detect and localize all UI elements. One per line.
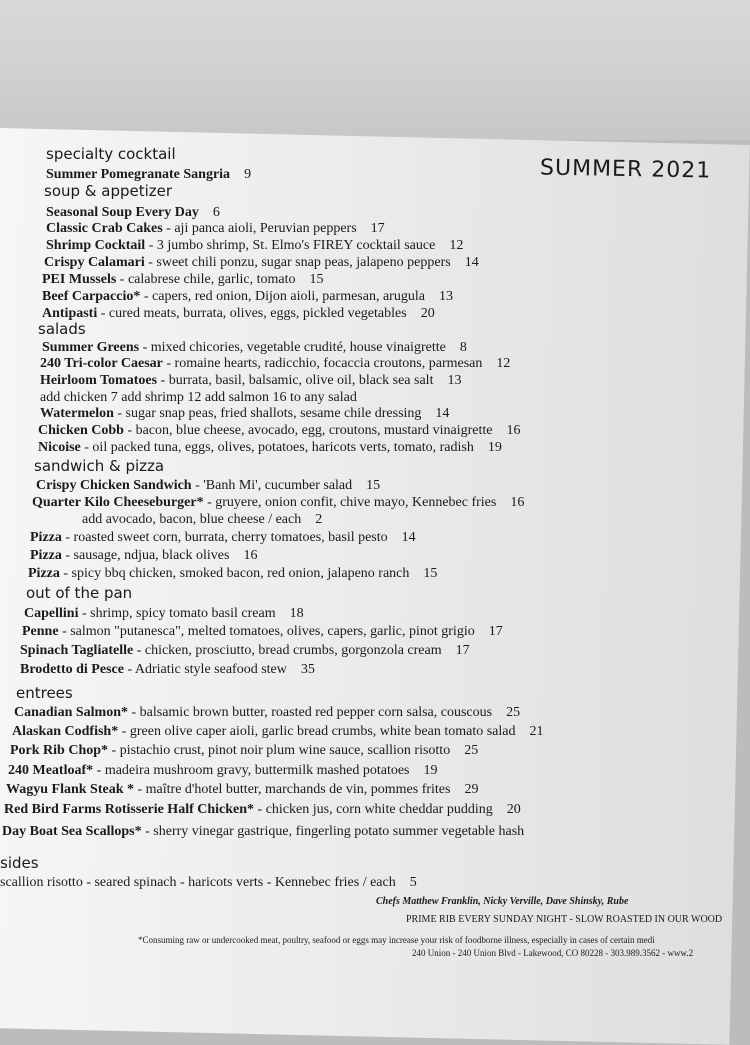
- item-price: 17: [370, 221, 385, 236]
- item-description: - maître d'hotel butter, marchands de vin, pommes frites: [133, 782, 451, 797]
- item-description: - chicken, prosciutto, bread crumbs, gorgonzola cream: [133, 643, 442, 658]
- item-name: 240 Meatloaf*: [8, 763, 94, 778]
- item-name: Summer Pomegranate Sangria: [46, 167, 231, 182]
- section-heading: sides: [0, 854, 39, 872]
- item-price: 5: [409, 875, 417, 890]
- menu-item: [36, 478, 380, 494]
- item-price: 25: [464, 743, 479, 758]
- item-description: - calabrese chile, garlic, tomato: [116, 272, 296, 287]
- item-description: - green olive caper aioli, garlic bread crumbs, white bean tomato salad: [118, 724, 516, 739]
- item-price: 9: [244, 167, 252, 182]
- item-name: Pork Rib Chop*: [10, 743, 109, 758]
- menu-item: [46, 167, 251, 183]
- menu-item: [42, 306, 435, 322]
- item-description: - bacon, blue cheese, avocado, egg, croutons, mustard vinaigrette: [123, 423, 493, 438]
- item-price: 20: [420, 306, 435, 321]
- menu-item: [44, 255, 479, 271]
- item-description: - romaine hearts, radicchio, focaccia croutons, parmesan: [162, 356, 483, 371]
- menu-item: [38, 423, 521, 439]
- menu-item: [40, 356, 510, 372]
- item-name: Classic Crab Cakes: [46, 221, 163, 236]
- item-price: 6: [212, 205, 220, 220]
- menu-item: [46, 238, 463, 254]
- item-name: Heirloom Tomatoes: [40, 373, 158, 388]
- menu-item: [20, 643, 470, 659]
- item-price: 16: [510, 495, 525, 510]
- item-description: - capers, red onion, Dijon aioli, parmesan, arugula: [140, 289, 425, 304]
- menu-item: [10, 743, 478, 759]
- menu-item: [14, 705, 520, 721]
- item-price: 21: [529, 724, 544, 739]
- menu-item: [82, 512, 322, 528]
- item-name: Shrimp Cocktail: [46, 238, 146, 253]
- item-description: - madeira mushroom gravy, buttermilk mashed potatoes: [93, 763, 410, 778]
- item-price: 35: [300, 662, 315, 677]
- item-name: Quarter Kilo Cheeseburger*: [32, 495, 204, 510]
- item-name: Pizza: [30, 548, 62, 563]
- item-price: 12: [449, 238, 464, 253]
- item-price: 15: [366, 478, 381, 493]
- item-price: 14: [464, 255, 479, 270]
- item-name: Antipasti: [42, 306, 98, 321]
- menu-item: [32, 495, 524, 511]
- item-name: PEI Mussels: [42, 272, 117, 287]
- item-description: scallion risotto - seared spinach - haricots verts - Kennebec fries / each: [0, 875, 396, 890]
- item-description: - roasted sweet corn, burrata, cherry tomatoes, basil pesto: [61, 530, 388, 545]
- item-name: Wagyu Flank Steak *: [6, 782, 134, 797]
- item-price: 20: [506, 802, 521, 817]
- item-name: Summer Greens: [42, 340, 140, 355]
- menu-item: [8, 763, 438, 779]
- section-heading: out of the pan: [26, 584, 133, 602]
- menu-item: [38, 440, 502, 456]
- item-price: 2: [315, 512, 323, 527]
- menu-item: [4, 802, 521, 818]
- item-name: Canadian Salmon*: [14, 705, 128, 720]
- item-description: - spicy bbq chicken, smoked bacon, red onion, jalapeno ranch: [59, 566, 410, 581]
- section-heading: entrees: [16, 684, 73, 702]
- item-description: - cured meats, burrata, olives, eggs, pickled vegetables: [97, 306, 407, 321]
- section-heading: soup & appetizer: [44, 182, 173, 200]
- item-price: 16: [243, 548, 258, 563]
- item-description: - sugar snap peas, fried shallots, sesame chile dressing: [113, 406, 422, 421]
- section-heading: specialty cocktail: [46, 145, 176, 163]
- item-description: - Adriatic style seafood stew: [123, 662, 287, 677]
- item-description: - gruyere, onion confit, chive mayo, Kennebec fries: [203, 495, 497, 510]
- item-description: - chicken jus, corn white cheddar pudding: [254, 802, 493, 817]
- item-name: Pizza: [30, 530, 62, 545]
- address-line: 240 Union - 240 Union Blvd - Lakewood, CO 80228 - 303.989.3562 - www.2: [412, 948, 694, 958]
- disclaimer-line: *Consuming raw or undercooked meat, poultry, seafood or eggs may increase your risk of foodborne illness, especially in cases of certain medi: [138, 935, 655, 945]
- item-name: Penne: [22, 624, 59, 639]
- item-name: Seasonal Soup Every Day: [46, 205, 199, 220]
- item-price: 17: [455, 643, 470, 658]
- item-name: Alaskan Codfish*: [12, 724, 119, 739]
- item-description: - aji panca aioli, Peruvian peppers: [162, 221, 357, 236]
- item-description: - sherry vinegar gastrique, fingerling potato summer vegetable hash: [141, 824, 525, 839]
- item-price: 25: [506, 705, 521, 720]
- item-price: 18: [289, 606, 304, 621]
- menu-item: [30, 530, 416, 546]
- menu-item: [6, 782, 478, 798]
- item-price: 14: [435, 406, 450, 421]
- item-description: - sweet chili ponzu, sugar snap peas, jalapeno peppers: [144, 255, 451, 270]
- item-price: 19: [487, 440, 502, 455]
- section-heading: sandwich & pizza: [34, 457, 165, 475]
- menu-item: [42, 289, 453, 305]
- item-price: 17: [488, 624, 503, 639]
- item-name: Crispy Calamari: [44, 255, 145, 270]
- item-name: Crispy Chicken Sandwich: [36, 478, 192, 493]
- menu-item: [46, 205, 220, 221]
- item-description: - 3 jumbo shrimp, St. Elmo's FIREY cocktail sauce: [145, 238, 436, 253]
- item-description: - balsamic brown butter, roasted red pepper corn salsa, couscous: [127, 705, 493, 720]
- item-price: 16: [506, 423, 521, 438]
- item-price: 29: [464, 782, 479, 797]
- item-name: Day Boat Sea Scallops*: [2, 824, 142, 839]
- menu-item: [0, 875, 417, 891]
- menu-item: [40, 390, 357, 406]
- menu-item: [30, 548, 257, 564]
- menu-item: [22, 624, 503, 640]
- item-description: - oil packed tuna, eggs, olives, potatoes, haricots verts, tomato, radish: [80, 440, 474, 455]
- item-description: - 'Banh Mi', cucumber salad: [191, 478, 353, 493]
- item-name: Pizza: [28, 566, 60, 581]
- menu-item: [42, 340, 467, 356]
- background-wall: [0, 0, 750, 140]
- season-title: SUMMER 2021: [539, 155, 712, 184]
- item-description: - pistachio crust, pinot noir plum wine sauce, scallion risotto: [108, 743, 451, 758]
- item-name: Watermelon: [40, 406, 114, 421]
- item-price: 14: [401, 530, 416, 545]
- item-price: 12: [496, 356, 511, 371]
- menu-item: [12, 724, 544, 740]
- chefs-line: Chefs Matthew Franklin, Nicky Verville, Dave Shinsky, Rube: [376, 896, 629, 907]
- item-name: Capellini: [24, 606, 79, 621]
- item-description: - sausage, ndjua, black olives: [61, 548, 230, 563]
- item-name: Nicoise: [38, 440, 81, 455]
- menu-item: [40, 406, 449, 422]
- item-description: add avocado, bacon, blue cheese / each: [82, 512, 302, 527]
- item-name: Beef Carpaccio*: [42, 289, 141, 304]
- menu-item: [40, 373, 461, 389]
- section-heading: salads: [38, 320, 86, 338]
- menu-item: [2, 824, 524, 840]
- item-name: 240 Tri-color Caesar: [40, 356, 163, 371]
- menu-item: [42, 272, 324, 288]
- item-name: Spinach Tagliatelle: [20, 643, 134, 658]
- item-description: - shrimp, spicy tomato basil cream: [78, 606, 276, 621]
- item-description: - mixed chicories, vegetable crudité, house vinaigrette: [139, 340, 446, 355]
- item-name: Red Bird Farms Rotisserie Half Chicken*: [4, 802, 255, 817]
- item-price: 8: [459, 340, 467, 355]
- menu-item: [28, 566, 437, 582]
- item-price: 13: [438, 289, 453, 304]
- prime-rib-line: PRIME RIB EVERY SUNDAY NIGHT - SLOW ROASTED IN OUR WOOD: [406, 914, 723, 925]
- item-name: Chicken Cobb: [38, 423, 124, 438]
- item-description: - burrata, basil, balsamic, olive oil, black sea salt: [157, 373, 434, 388]
- item-name: Brodetto di Pesce: [20, 662, 124, 677]
- item-description: add chicken 7 add shrimp 12 add salmon 16 to any salad: [40, 390, 357, 405]
- item-price: 13: [447, 373, 462, 388]
- menu-item: [20, 662, 315, 678]
- menu-item: [24, 606, 304, 622]
- menu-item: [46, 221, 385, 237]
- item-price: 15: [423, 566, 438, 581]
- item-price: 15: [309, 272, 324, 287]
- item-description: - salmon "putanesca", melted tomatoes, olives, capers, garlic, pinot grigio: [58, 624, 475, 639]
- item-price: 19: [423, 763, 438, 778]
